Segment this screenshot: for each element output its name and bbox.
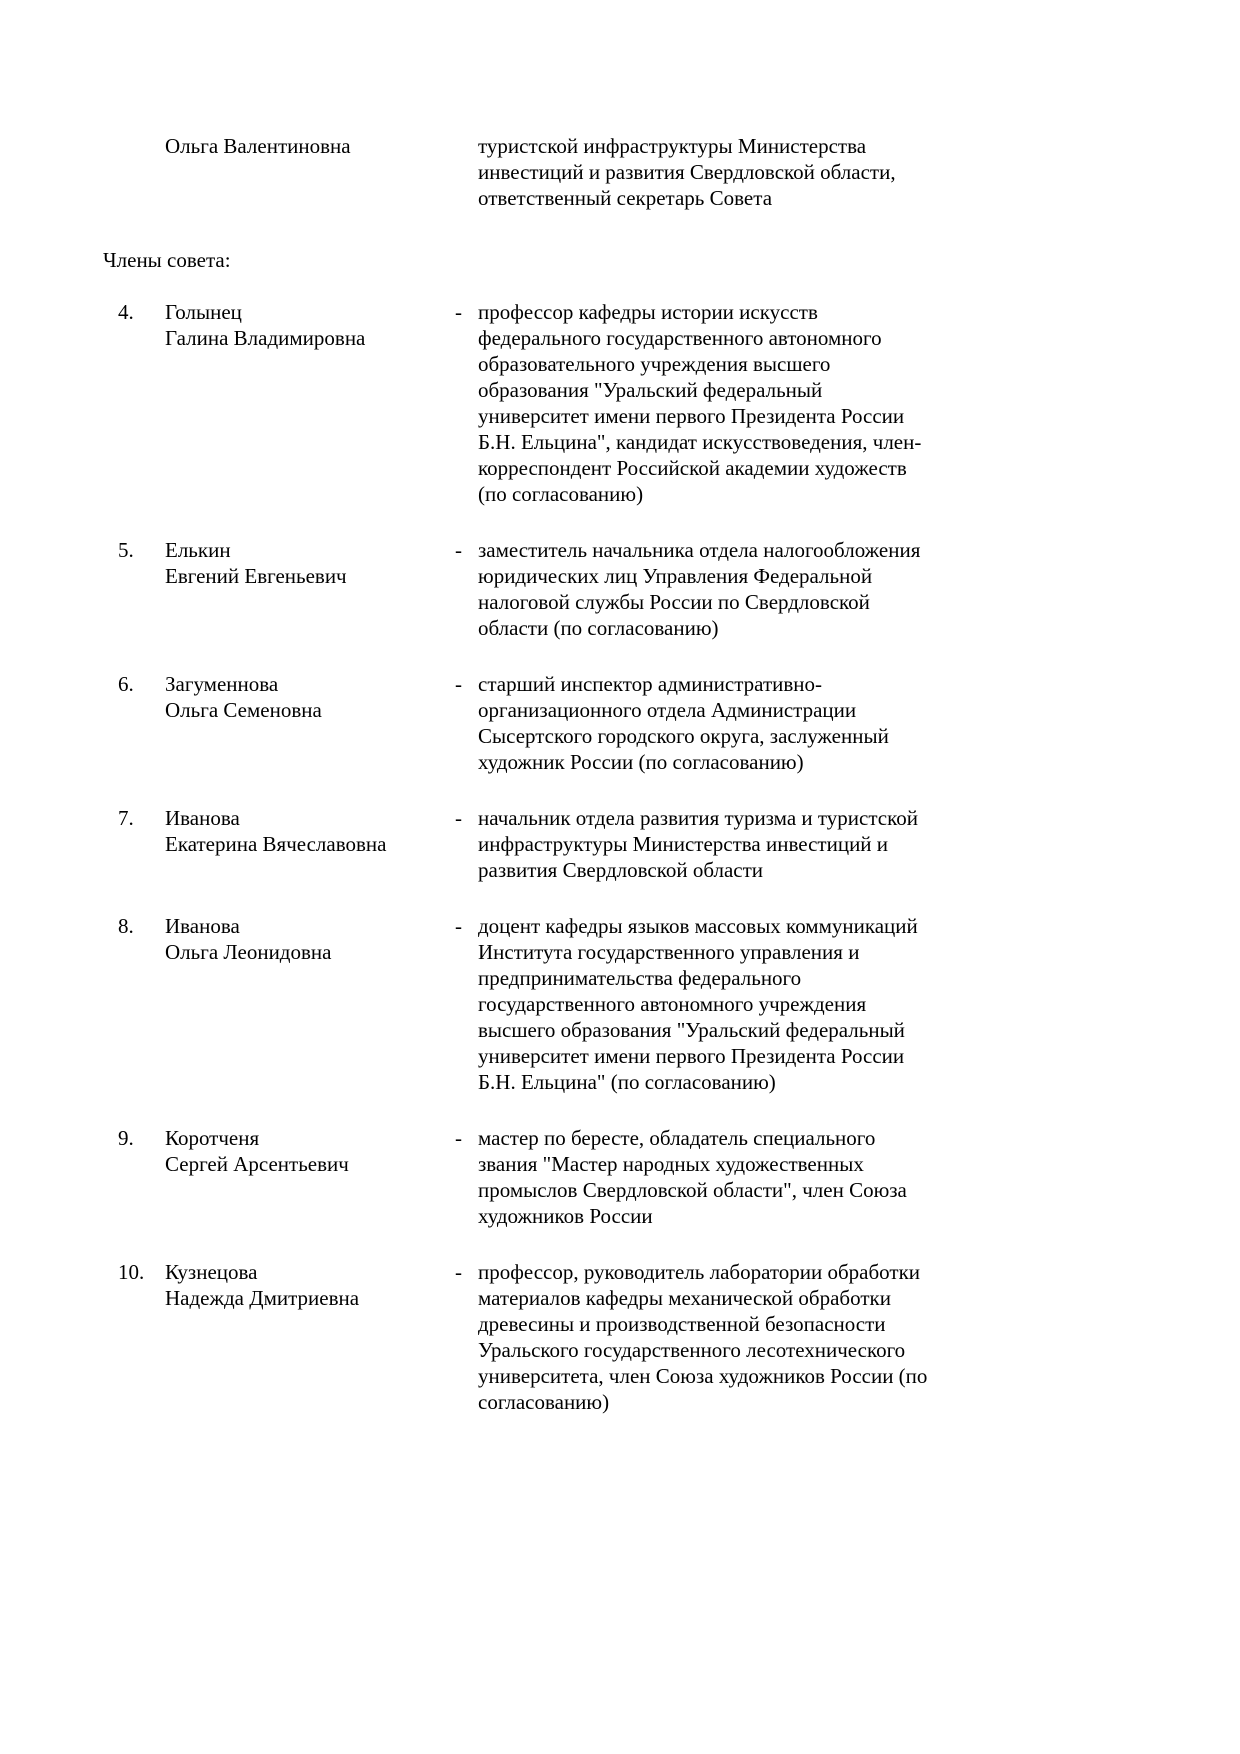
member-number: 6. (118, 672, 134, 696)
member-surname: Иванова (165, 806, 240, 830)
member-row (0, 299, 1240, 507)
member-description: доцент кафедры языков массовых коммуникаций Института государственного управления и предпринимательства федерального государственного автономного учреждения высшего образования "Уральский федеральный университет имени первого Президента России Б.Н. Ельцина" (по согласованию) (478, 914, 918, 1094)
continuation-name-line: Ольга Валентиновна (165, 134, 351, 158)
member-name (165, 671, 455, 723)
member-number: 5. (118, 538, 134, 562)
member-row (0, 671, 1240, 775)
member-given-name: Ольга Семеновна (165, 698, 322, 722)
member-given-name: Екатерина Вячеславовна (165, 832, 387, 856)
dash-separator: - (455, 914, 462, 938)
member-description: профессор, руководитель лаборатории обработки материалов кафедры механической обработки древесины и производственной безопасности Уральского государственного лесотехнического университета, член Союза художников России (по согласованию) (478, 1260, 928, 1414)
dash-separator: - (455, 300, 462, 324)
member-row (0, 913, 1240, 1095)
dash-separator: - (455, 1260, 462, 1284)
member-number: 8. (118, 914, 134, 938)
member-surname: Иванова (165, 914, 240, 938)
member-name (165, 805, 455, 857)
dash-separator: - (455, 672, 462, 696)
member-number: 7. (118, 806, 134, 830)
member-surname: Загуменнова (165, 672, 279, 696)
member-description: старший инспектор административно-организационного отдела Администрации Сысертского городского округа, заслуженный художник России (по согласованию) (478, 672, 889, 774)
continuation-name (165, 133, 455, 159)
member-row (0, 537, 1240, 641)
member-name (165, 1125, 455, 1177)
member-surname: Кузнецова (165, 1260, 258, 1284)
member-row (0, 805, 1240, 883)
member-name (165, 299, 455, 351)
member-number: 10. (118, 1260, 145, 1284)
member-given-name: Сергей Арсентьевич (165, 1152, 349, 1176)
dash-separator: - (455, 806, 462, 830)
member-description: профессор кафедры истории искусств федерального государственного автономного образовательного учреждения высшего образования "Уральский федеральный университет имени первого Президента России Б.Н. Ельцина", кандидат искусствоведения, член-корреспондент Российской академии художеств (по согласованию) (478, 300, 922, 506)
member-description: заместитель начальника отдела налогообложения юридических лиц Управления Федеральной налоговой службы России по Свердловской области (по согласованию) (478, 538, 921, 640)
member-number: 9. (118, 1126, 134, 1150)
member-surname: Голынец (165, 300, 242, 324)
member-name (165, 913, 455, 965)
member-number: 4. (118, 300, 134, 324)
member-description: начальник отдела развития туризма и туристской инфраструктуры Министерства инвестиций и развития Свердловской области (478, 806, 918, 882)
continuation-description: туристской инфраструктуры Министерства инвестиций и развития Свердловской области, ответственный секретарь Совета (478, 134, 896, 210)
member-row (0, 1125, 1240, 1229)
member-given-name: Галина Владимировна (165, 326, 366, 350)
member-name (165, 1259, 455, 1311)
dash-separator: - (455, 538, 462, 562)
continuation-row (0, 133, 1240, 211)
member-given-name: Надежда Дмитриевна (165, 1286, 360, 1310)
member-row (0, 1259, 1240, 1415)
member-description: мастер по бересте, обладатель специального звания "Мастер народных художественных промыслов Свердловской области", член Союза художников России (478, 1126, 907, 1228)
dash-separator: - (455, 1126, 462, 1150)
section-heading: Члены совета: (103, 248, 231, 272)
member-name (165, 537, 455, 589)
member-surname: Коротченя (165, 1126, 260, 1150)
member-surname: Елькин (165, 538, 231, 562)
member-given-name: Евгений Евгеньевич (165, 564, 347, 588)
member-given-name: Ольга Леонидовна (165, 940, 332, 964)
